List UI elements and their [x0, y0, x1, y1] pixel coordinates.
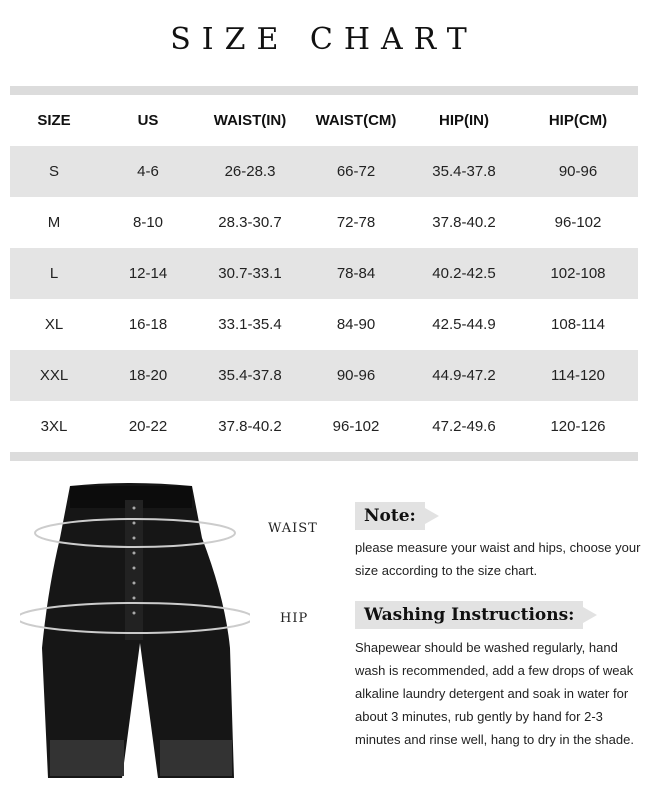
- table-cell: M: [47, 214, 61, 231]
- table-cell: 90-96: [558, 163, 598, 180]
- table-cell: 78-84: [336, 265, 376, 282]
- table-cell: XL: [44, 316, 64, 333]
- table-cell: 40.2-42.5: [432, 265, 496, 282]
- table-cell: 35.4-37.8: [432, 163, 496, 180]
- header-cell: SIZE: [37, 112, 71, 129]
- table-cell: 84-90: [336, 316, 376, 333]
- header-cell: WAIST(IN): [213, 112, 287, 129]
- table-cell: 3XL: [40, 418, 68, 435]
- table-cell: 44.9-47.2: [432, 367, 496, 384]
- table-cell: 20-22: [128, 418, 168, 435]
- table-cell: 72-78: [336, 214, 376, 231]
- table-cell: 96-102: [332, 418, 380, 435]
- table-row: [10, 299, 638, 350]
- table-cell: 16-18: [128, 316, 168, 333]
- table-cell: L: [49, 265, 59, 282]
- shapewear-image: [20, 478, 250, 778]
- table-cell: 42.5-44.9: [432, 316, 496, 333]
- header-cell: US: [137, 112, 159, 129]
- note-heading: Note:: [355, 502, 425, 530]
- table-cell: 108-114: [551, 316, 605, 333]
- header-cell: HIP(CM): [548, 112, 608, 129]
- size-table: [10, 86, 638, 461]
- table-cell: S: [48, 163, 59, 180]
- washing-heading: Washing Instructions:: [355, 601, 583, 629]
- table-top-bar: [10, 86, 638, 95]
- table-cell: 90-96: [336, 367, 376, 384]
- table-row: [10, 248, 638, 299]
- table-cell: XXL: [39, 367, 69, 384]
- table-row: [10, 350, 638, 401]
- table-cell: 35.4-37.8: [218, 367, 282, 384]
- table-cell: 114-120: [551, 367, 605, 384]
- table-row: [10, 401, 638, 452]
- table-cell: 30.7-33.1: [218, 265, 282, 282]
- table-cell: 28.3-30.7: [218, 214, 282, 231]
- table-cell: 12-14: [128, 265, 168, 282]
- table-cell: 120-126: [550, 418, 606, 435]
- table-cell: 8-10: [132, 214, 164, 231]
- table-cell: 102-108: [550, 265, 606, 282]
- header-cell: HIP(IN): [439, 112, 489, 129]
- page-title: SIZE CHART: [170, 22, 478, 57]
- table-cell: 33.1-35.4: [218, 316, 282, 333]
- table-cell: 26-28.3: [224, 163, 276, 180]
- table-header: [10, 95, 638, 146]
- table-cell: 4-6: [137, 163, 159, 180]
- washing-text: Shapewear should be washed regularly, hand wash is recommended, add a few drops of weak alkaline laundry detergent and soak in water for about 3 minutes, rub gently by hand for 2-3 minutes and rinse well, hang to dry in the shade.: [355, 640, 634, 747]
- table-cell: 47.2-49.6: [432, 418, 496, 435]
- hip-label: HIP: [280, 611, 309, 626]
- table-cell: 96-102: [554, 214, 602, 231]
- table-bottom-bar: [10, 452, 638, 461]
- table-cell: 18-20: [128, 367, 168, 384]
- table-row: [10, 146, 638, 197]
- table-cell: 37.8-40.2: [218, 418, 282, 435]
- header-cell: WAIST(CM): [315, 112, 397, 129]
- table-cell: 66-72: [336, 163, 376, 180]
- table-row: [10, 197, 638, 248]
- table-cell: 37.8-40.2: [432, 214, 496, 231]
- waist-label: WAIST: [268, 521, 318, 536]
- note-text: please measure your waist and hips, choose your size according to the size chart.: [355, 540, 641, 578]
